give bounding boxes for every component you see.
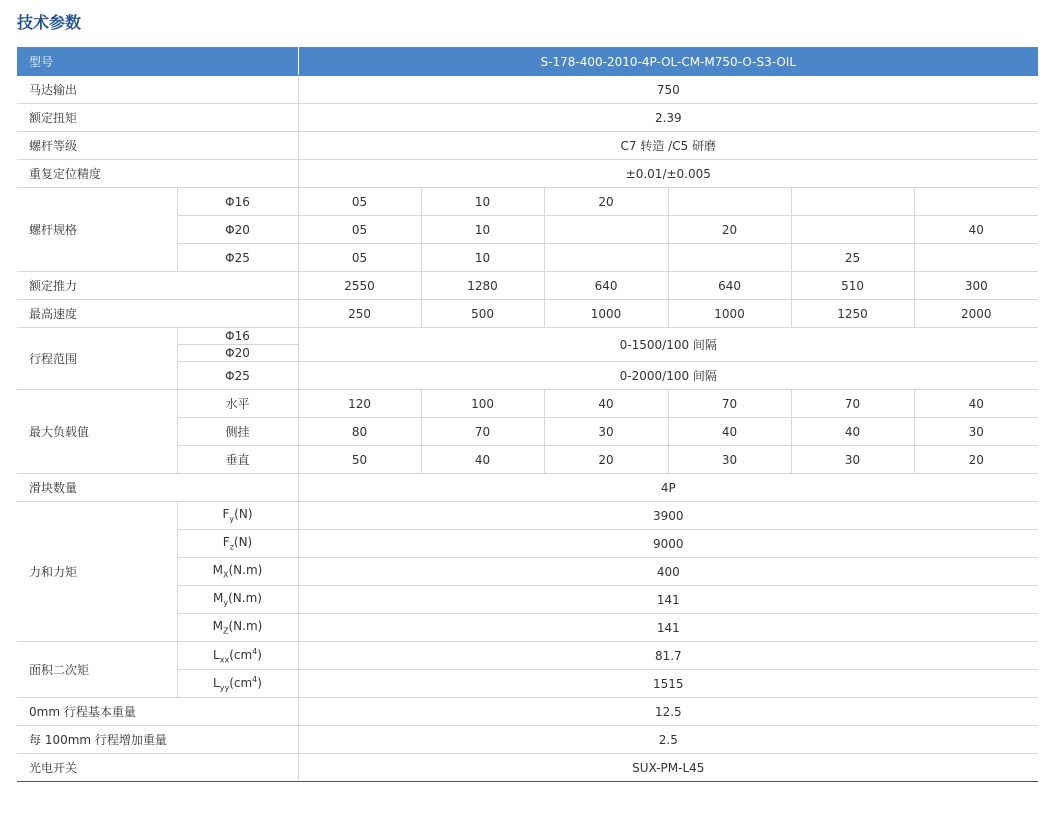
- weight-per-100-value: 2.5: [298, 726, 1038, 754]
- max-load-sub: 侧挂: [177, 418, 298, 446]
- table-row-stroke-range: [17, 328, 1038, 345]
- force-fz-value: 9000: [298, 530, 1038, 558]
- stroke-range-label: 行程范围: [17, 328, 177, 390]
- repeatability-value: ±0.01/±0.005: [298, 160, 1038, 188]
- max-load-cell: 70: [668, 390, 791, 418]
- screw-spec-cell: 10: [421, 216, 544, 244]
- screw-spec-cell: 05: [298, 216, 421, 244]
- rated-torque-value: 2.39: [298, 104, 1038, 132]
- area-lxx-sub: $L_{xx}(cm^4)$: [177, 642, 298, 670]
- screw-spec-label: 螺杆规格: [17, 188, 177, 272]
- weight-0mm-value: 12.5: [298, 698, 1038, 726]
- max-speed-cell: 250: [298, 300, 421, 328]
- rated-thrust-cell: 510: [791, 272, 914, 300]
- table-row-area-moment: [17, 642, 1038, 670]
- max-load-cell: 50: [298, 446, 421, 474]
- screw-spec-cell: [914, 244, 1038, 272]
- screw-spec-cell: 10: [421, 188, 544, 216]
- max-speed-cell: 1000: [668, 300, 791, 328]
- max-speed-cell: 1250: [791, 300, 914, 328]
- max-load-cell: 30: [914, 418, 1038, 446]
- screw-spec-cell: [791, 216, 914, 244]
- page-title: 技术参数: [17, 13, 82, 32]
- table-row-model: [17, 48, 1038, 76]
- motor-output-label: 马达输出: [17, 76, 298, 104]
- screw-spec-cell: [668, 188, 791, 216]
- max-load-cell: 70: [791, 390, 914, 418]
- model-value: S-178-400-2010-4P-OL-CM-M750-O-S3-OIL: [298, 48, 1038, 76]
- screw-grade-value: C7 转造 /C5 研磨: [298, 132, 1038, 160]
- max-load-cell: 30: [791, 446, 914, 474]
- max-load-cell: 40: [668, 418, 791, 446]
- table-row-weight-0mm: [17, 698, 1038, 726]
- max-load-cell: 30: [668, 446, 791, 474]
- table-row-rated-torque: [17, 104, 1038, 132]
- screw-spec-cell: [791, 188, 914, 216]
- area-moment-label: 面积二次矩: [17, 642, 177, 698]
- table-row-force-moment: [17, 502, 1038, 530]
- stroke-range-value-b: 0-2000/100 间隔: [298, 362, 1038, 390]
- moment-mz-value: 141: [298, 614, 1038, 642]
- table-row-motor-output: [17, 76, 1038, 104]
- max-load-cell: 40: [914, 390, 1038, 418]
- table-row-slider-count: [17, 474, 1038, 502]
- photo-switch-value: SUX-PM-L45: [298, 754, 1038, 782]
- max-speed-cell: 500: [421, 300, 544, 328]
- rated-thrust-cell: 300: [914, 272, 1038, 300]
- screw-spec-cell: [544, 244, 668, 272]
- max-speed-label: 最高速度: [17, 300, 298, 328]
- force-fy-sub: $F_y(N)$: [177, 502, 298, 530]
- table-row-photo-switch: [17, 754, 1038, 782]
- photo-switch-label: 光电开关: [17, 754, 298, 782]
- screw-spec-cell: [544, 216, 668, 244]
- max-load-label: 最大负载值: [17, 390, 177, 474]
- screw-spec-sub: Φ16: [177, 188, 298, 216]
- rated-thrust-cell: 1280: [421, 272, 544, 300]
- screw-spec-cell: 25: [791, 244, 914, 272]
- stroke-range-value-a: 0-1500/100 间隔: [298, 328, 1038, 362]
- table-row-max-speed: [17, 300, 1038, 328]
- motor-output-value: 750: [298, 76, 1038, 104]
- max-load-cell: 40: [544, 390, 668, 418]
- stroke-range-sub: Φ20: [177, 345, 298, 362]
- moment-mx-value: 400: [298, 558, 1038, 586]
- force-fz-sub: $F_z(N)$: [177, 530, 298, 558]
- screw-spec-cell: 05: [298, 244, 421, 272]
- max-load-sub: 垂直: [177, 446, 298, 474]
- spec-table: [17, 47, 1038, 782]
- moment-mx-sub: $M_X(N.m)$: [177, 558, 298, 586]
- table-row-max-load: [17, 390, 1038, 418]
- stroke-range-sub: Φ16: [177, 328, 298, 345]
- slider-count-label: 滑块数量: [17, 474, 298, 502]
- slider-count-value: 4P: [298, 474, 1038, 502]
- screw-spec-cell: 20: [544, 188, 668, 216]
- screw-spec-cell: 10: [421, 244, 544, 272]
- force-fy-value: 3900: [298, 502, 1038, 530]
- force-moment-label: 力和力矩: [17, 502, 177, 642]
- max-load-cell: 70: [421, 418, 544, 446]
- max-load-cell: 30: [544, 418, 668, 446]
- max-load-sub: 水平: [177, 390, 298, 418]
- max-load-cell: 40: [791, 418, 914, 446]
- screw-spec-sub: Φ25: [177, 244, 298, 272]
- max-load-cell: 20: [544, 446, 668, 474]
- max-speed-cell: 2000: [914, 300, 1038, 328]
- screw-spec-cell: 20: [668, 216, 791, 244]
- moment-my-sub: $M_y(N.m)$: [177, 586, 298, 614]
- model-label: 型号: [17, 48, 298, 76]
- stroke-range-sub: Φ25: [177, 362, 298, 390]
- moment-mz-sub: $M_Z(N.m)$: [177, 614, 298, 642]
- area-lyy-value: 1515: [298, 670, 1038, 698]
- max-load-cell: 100: [421, 390, 544, 418]
- rated-thrust-label: 额定推力: [17, 272, 298, 300]
- rated-thrust-cell: 640: [668, 272, 791, 300]
- table-row-rated-thrust: [17, 272, 1038, 300]
- rated-torque-label: 额定扭矩: [17, 104, 298, 132]
- screw-spec-cell: [914, 188, 1038, 216]
- screw-grade-label: 螺杆等级: [17, 132, 298, 160]
- screw-spec-sub: Φ20: [177, 216, 298, 244]
- weight-0mm-label: 0mm 行程基本重量: [17, 698, 298, 726]
- table-row-repeatability: [17, 160, 1038, 188]
- screw-spec-cell: [668, 244, 791, 272]
- weight-per-100-label: 每 100mm 行程增加重量: [17, 726, 298, 754]
- area-lyy-sub: $L_{yy}(cm^4)$: [177, 670, 298, 698]
- repeatability-label: 重复定位精度: [17, 160, 298, 188]
- table-row-screw-spec: [17, 188, 1038, 216]
- area-lxx-value: 81.7: [298, 642, 1038, 670]
- max-speed-cell: 1000: [544, 300, 668, 328]
- table-row-weight-per-100: [17, 726, 1038, 754]
- max-load-cell: 40: [421, 446, 544, 474]
- max-load-cell: 20: [914, 446, 1038, 474]
- screw-spec-cell: 05: [298, 188, 421, 216]
- rated-thrust-cell: 640: [544, 272, 668, 300]
- max-load-cell: 80: [298, 418, 421, 446]
- table-row-screw-grade: [17, 132, 1038, 160]
- screw-spec-cell: 40: [914, 216, 1038, 244]
- rated-thrust-cell: 2550: [298, 272, 421, 300]
- max-load-cell: 120: [298, 390, 421, 418]
- moment-my-value: 141: [298, 586, 1038, 614]
